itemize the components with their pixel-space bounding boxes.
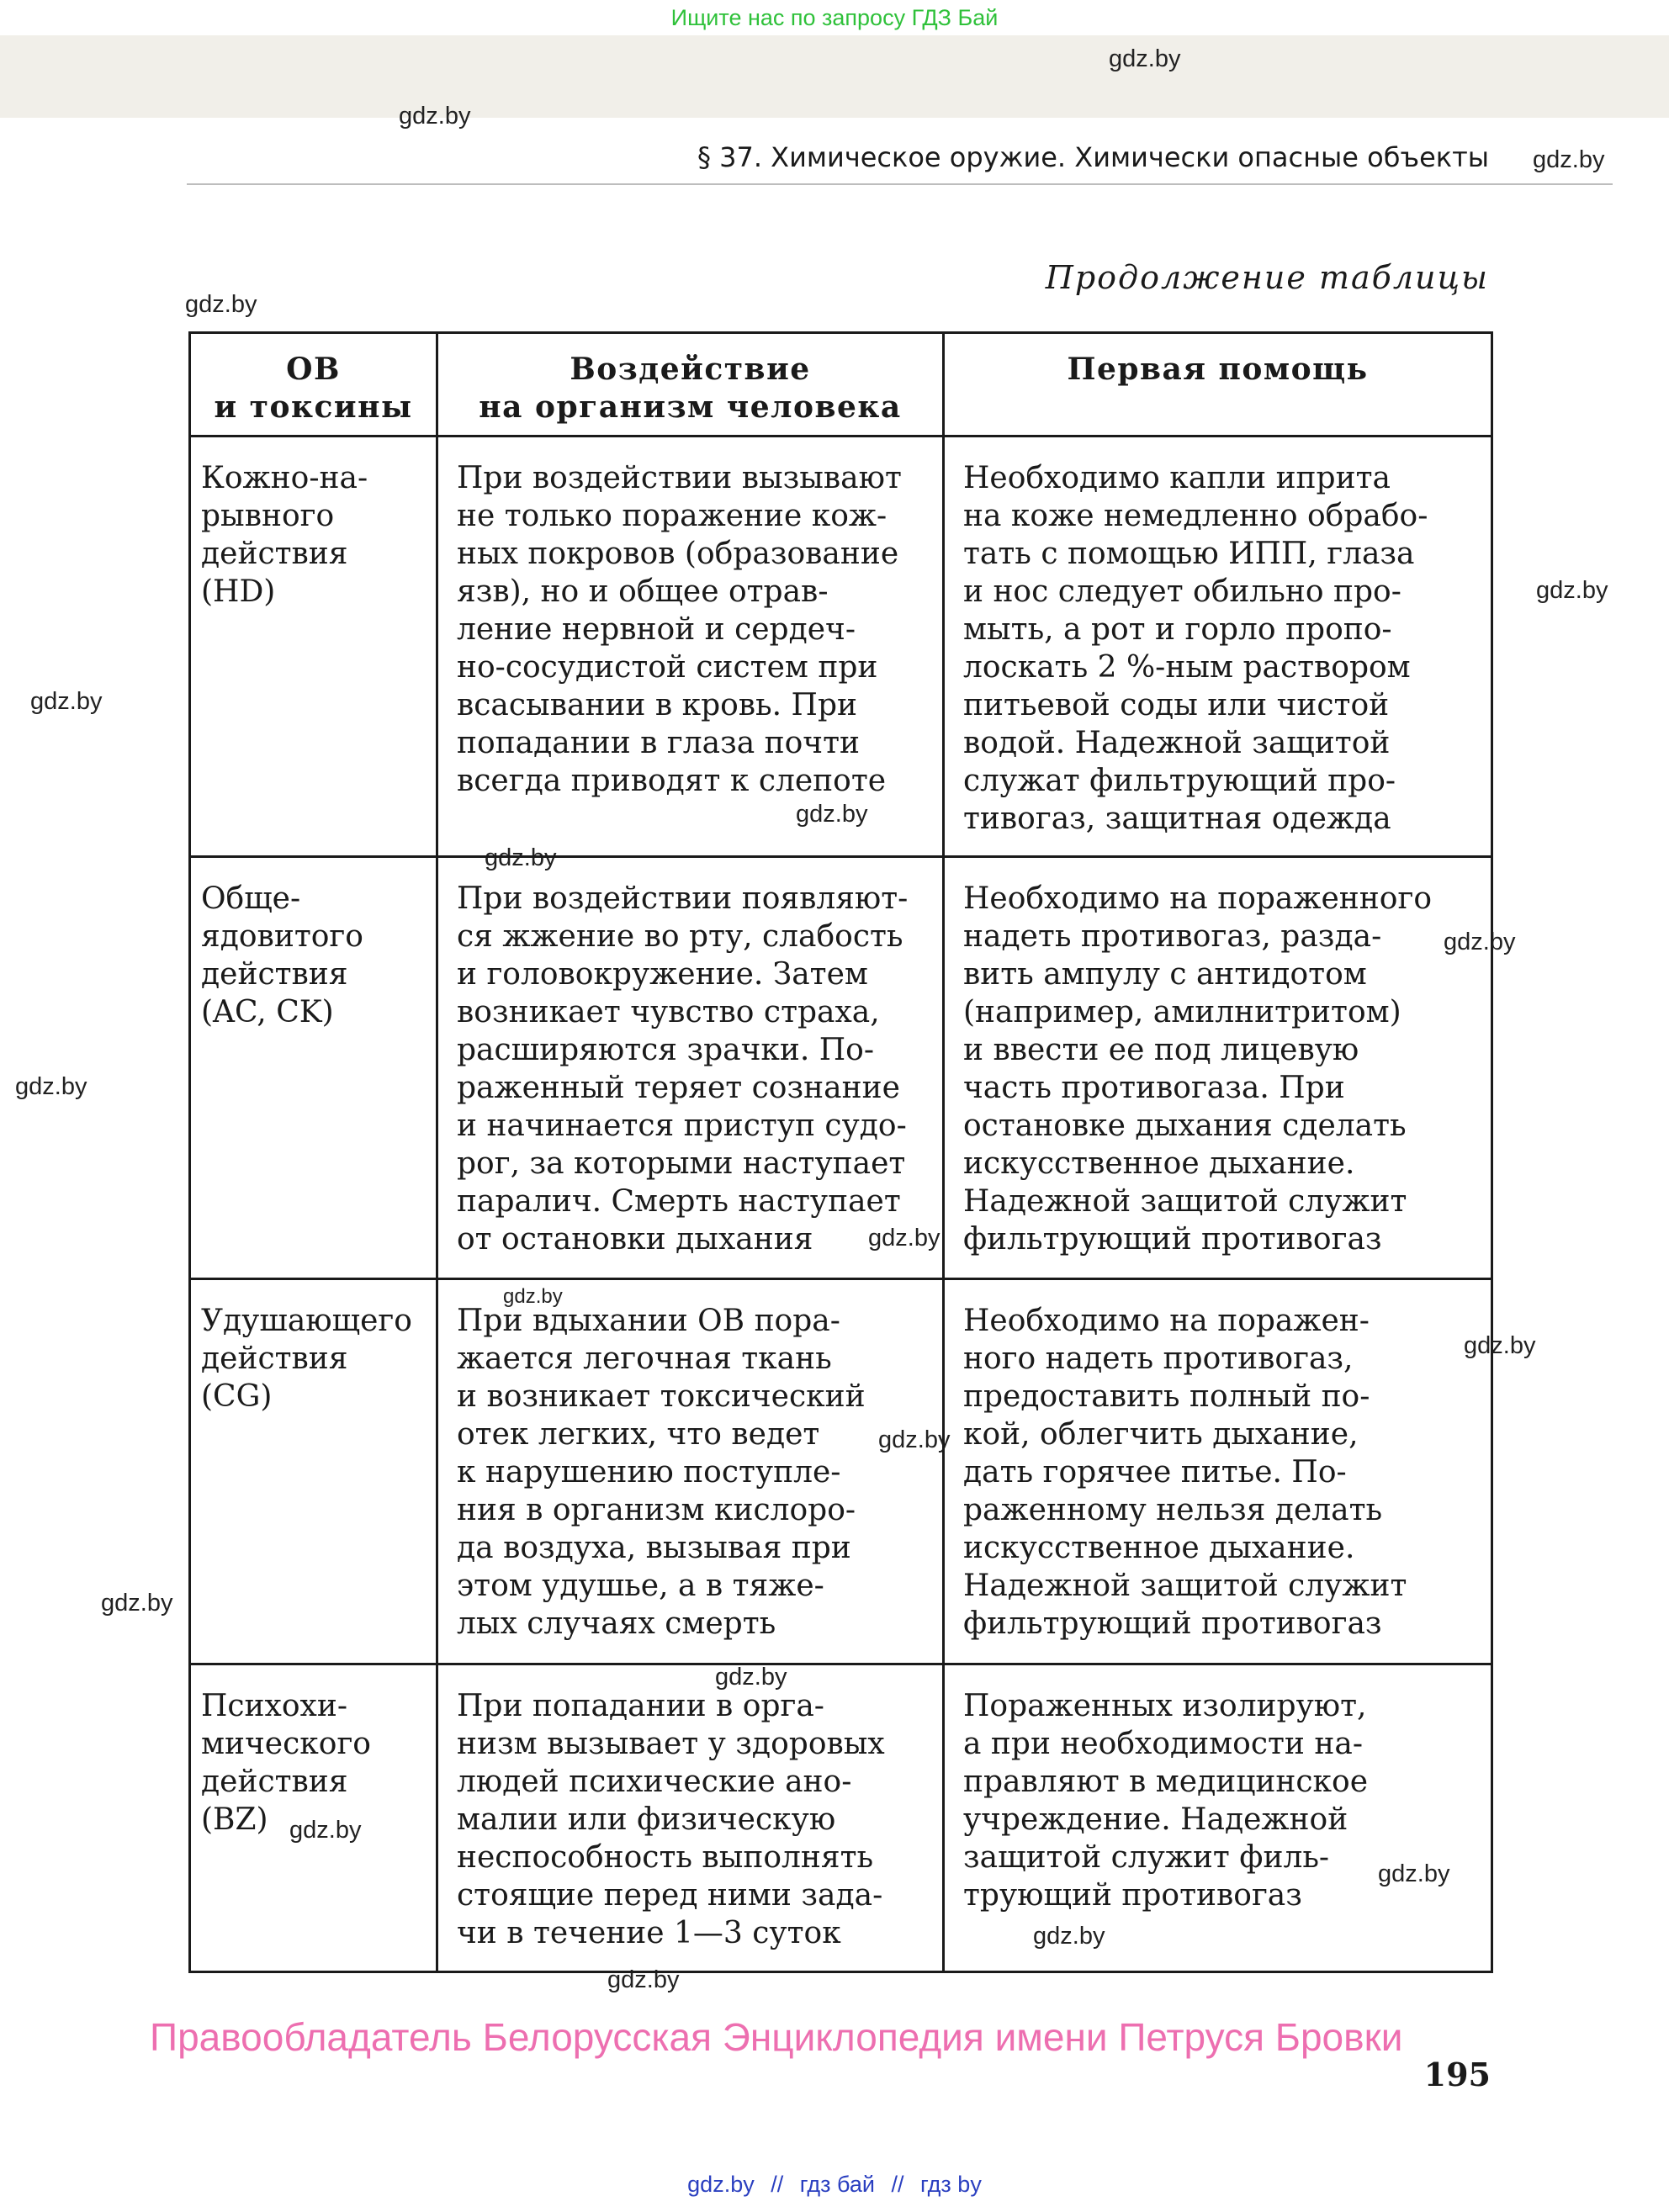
watermark: gdz.by (607, 1966, 680, 1993)
watermark: gdz.by (715, 1664, 787, 1691)
footer-separator: // (891, 2172, 904, 2197)
agent-cell: Обще- ядовитого действия (AC, CK) (190, 857, 437, 1279)
effect-cell: При воздействии появляют- ся жжение во рту, слабость и головокружение. Затем возникает чувство страха, расширяются зрачки. По- раженный теряет сознание и начинается приступ судо- рог, за которыми наступает паралич. Смерть наступает от остановки дыхания (437, 857, 944, 1279)
footer-separator: // (771, 2172, 784, 2197)
table-row (190, 857, 1492, 1279)
watermark: gdz.by (485, 844, 557, 871)
watermark: gdz.by (1464, 1332, 1536, 1359)
agent-cell: Кожно-на- рывного действия (HD) (190, 437, 437, 857)
watermark: gdz.by (30, 688, 103, 715)
first-aid-cell: Необходимо на поражен- ного надеть противогаз, предоставить полный по- кой, облегчить дыхание, дать горячее питье. По- раженному нельзя делать искусственное дыхание. Надежной защитой служит фильтрующий противогаз (944, 1279, 1492, 1664)
watermark: gdz.by (796, 801, 868, 828)
running-header: § 37. Химическое оружие. Химически опасные объекты (697, 141, 1489, 173)
footer-links (0, 2172, 1669, 2198)
watermark: gdz.by (15, 1073, 87, 1100)
first-aid-cell: Пораженных изолируют, а при необходимости на- правляют в медицинское учреждение. Надежной защитой служит филь- трующий противогаз (944, 1664, 1492, 1972)
effect-cell: При попадании в орга- низм вызывает у здоровых людей психические ано- малии или физическую неспособность выполнять стоящие перед ними зада- чи в течение 1—3 суток (437, 1664, 944, 1972)
column-header-effect: Воздействие на организм человека (437, 333, 944, 437)
watermark: gdz.by (185, 291, 257, 318)
agents-table (188, 331, 1493, 1973)
continuation-label: Продолжение таблицы (1045, 259, 1489, 296)
first-aid-cell: Необходимо на пораженного надеть противогаз, разда- вить ампулу с антидотом (например, амилнитритом) и ввести ее под лицевую часть противогаза. При остановке дыхания сделать искусственное дыхание. Надежной защитой служит фильтрующий противогаз (944, 857, 1492, 1279)
table-row (190, 1279, 1492, 1664)
watermark: gdz.by (878, 1426, 951, 1453)
agent-cell: Удушающего действия (CG) (190, 1279, 437, 1664)
watermark: gdz.by (1536, 577, 1608, 604)
watermark: gdz.by (289, 1817, 362, 1844)
first-aid-cell: Необходимо капли иприта на коже немедленно обрабо- тать с помощью ИПП, глаза и нос следует обильно про- мыть, а рот и горло пропо- лоскать 2 %-ным раствором питьевой соды или чистой водой. Надежной защитой служат фильтрующий про- тивогаз, защитная одежда (944, 437, 1492, 857)
watermark: gdz.by (1444, 929, 1516, 955)
watermark: gdz.by (1109, 45, 1181, 72)
effect-cell: При вдыхании ОВ пора- жается легочная ткань и возникает токсический отек легких, что ведет к нарушению поступле- ния в организм кислоро- да воздуха, вызывая при этом удушье, а в тяже- лых случаях смерть (437, 1279, 944, 1664)
column-header-agent: ОВ и токсины (190, 333, 437, 437)
table-row (190, 437, 1492, 857)
top-band (0, 35, 1669, 118)
column-header-first-aid: Первая помощь (944, 333, 1492, 437)
table-header-row (190, 333, 1492, 437)
footer-link[interactable]: гдз by (920, 2172, 982, 2197)
table-row (190, 1664, 1492, 1972)
agent-cell: Психохи- мического действия (BZ) (190, 1664, 437, 1972)
watermark: gdz.by (868, 1225, 940, 1252)
effect-cell: При воздействии вызывают не только поражение кож- ных покровов (образование язв), но и общее отрав- ление нервной и сердеч- но-сосудистой систем при всасывании в кровь. При попадании в глаза почти всегда приводят к слепоте (437, 437, 944, 857)
watermark: gdz.by (101, 1590, 173, 1617)
site-banner[interactable]: Ищите нас по запросу ГДЗ Бай (670, 5, 999, 30)
watermark: gdz.by (503, 1285, 563, 1308)
watermark: gdz.by (1533, 146, 1605, 173)
rights-notice: Правообладатель Белорусская Энциклопедия имени Петруся Бровки (150, 2015, 1403, 2059)
watermark: gdz.by (399, 103, 471, 130)
header-rule (187, 183, 1613, 185)
page-number: 195 (1423, 2056, 1491, 2093)
footer-link[interactable]: гдз бай (799, 2172, 875, 2197)
watermark: gdz.by (1378, 1860, 1450, 1887)
watermark: gdz.by (1033, 1923, 1105, 1950)
footer-link[interactable]: gdz.by (687, 2172, 755, 2197)
